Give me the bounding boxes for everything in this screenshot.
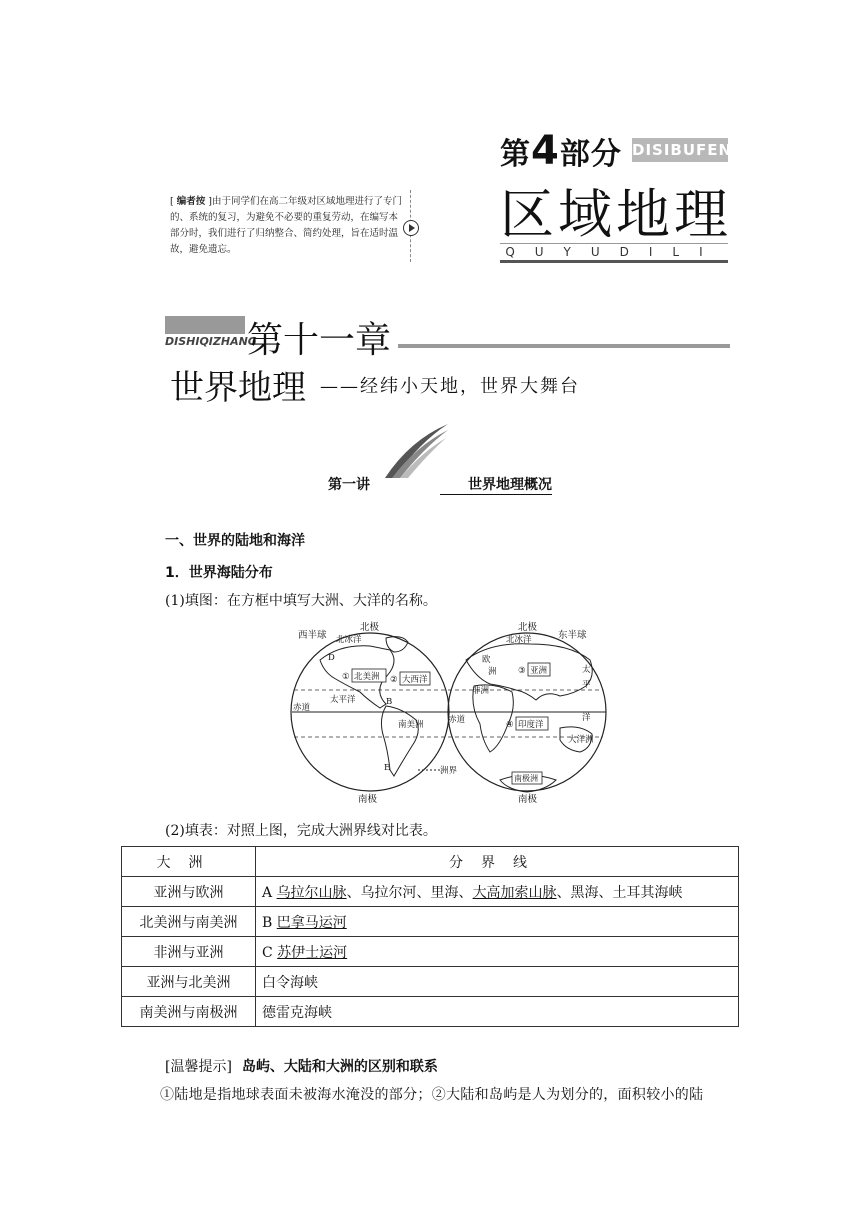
- boundary-label: 洲界: [440, 766, 458, 776]
- europe-label: 欧: [482, 655, 491, 665]
- table-row: [122, 907, 739, 937]
- label-n4: ④: [506, 720, 514, 730]
- world-map: [290, 620, 620, 810]
- chapter-tagline: ——经纬小天地，世界大舞台: [320, 376, 580, 397]
- boundary-text: 白令海峡: [262, 974, 318, 991]
- arctic-ocean-label-west: 北冰洋: [336, 635, 362, 645]
- north-pole-label-west: 北极: [360, 622, 380, 633]
- continents-cell: 亚洲与北美洲: [122, 967, 256, 997]
- part-title: 区域地理: [500, 183, 732, 246]
- chapter-rule: [398, 344, 730, 348]
- chapter-subtitle: 世界地理: [170, 368, 306, 408]
- equator-label-east: 赤道: [448, 715, 466, 725]
- table-header-row: [122, 847, 739, 877]
- chapter-title: 第十一章: [247, 320, 392, 361]
- continents-cell: 亚洲与欧洲: [122, 877, 256, 907]
- boundary-letter: A: [262, 884, 277, 901]
- chapter-bar: [165, 316, 245, 334]
- continents-cell: 非洲与亚洲: [122, 937, 256, 967]
- west-hemisphere-label: 西半球: [298, 630, 327, 641]
- continents-cell: 南美洲与南极洲: [122, 997, 256, 1027]
- table-row: [122, 877, 739, 907]
- boundary-letter: B: [262, 914, 277, 931]
- swoosh-icon: [380, 420, 450, 482]
- play-icon: [403, 220, 419, 236]
- boundary-letter: C: [262, 944, 278, 961]
- section-heading: 一、世界的陆地和海洋: [165, 533, 305, 549]
- pacific-label: 太平洋: [330, 695, 356, 705]
- pacific-label-east-1: 太: [582, 665, 591, 675]
- continent-boundary-table: [121, 846, 739, 1027]
- fill-map-instruction: (1)填图：在方框中填写大洲、大洋的名称。: [165, 593, 437, 609]
- table-header-continents: 大洲: [122, 847, 256, 877]
- label-e: E: [384, 763, 391, 773]
- north-pole-label-east: 北极: [518, 622, 538, 633]
- boundary-text: 德雷克海峡: [262, 1004, 332, 1021]
- table-row: [122, 967, 739, 997]
- north-america-label: 北美洲: [354, 672, 380, 682]
- south-america-label: 南美洲: [398, 720, 424, 730]
- chapter-en: DISHIQIZHANG: [165, 335, 257, 348]
- boundary-cell: [256, 877, 739, 907]
- arctic-ocean-label-east: 北冰洋: [506, 635, 532, 645]
- boundary-text: 、乌拉尔河、里海、: [346, 884, 473, 901]
- fill-table-instruction: (2)填表：对照上图，完成大洲界线对比表。: [165, 823, 437, 839]
- lecture-title: 世界地理概况: [440, 474, 552, 495]
- pacific-label-east-2: 平: [582, 680, 591, 690]
- label-n2: ②: [390, 675, 398, 685]
- tip-title: 岛屿、大陆和大洲的区别和联系: [241, 1059, 438, 1075]
- table-row: [122, 997, 739, 1027]
- south-pole-label-east: 南极: [518, 794, 538, 805]
- boundary-text: 巴拿马运河: [276, 914, 347, 931]
- table-row: [122, 937, 739, 967]
- pacific-label-east-3: 洋: [582, 713, 591, 723]
- boundary-text: 苏伊士运河: [277, 944, 348, 961]
- label-n3: ③: [518, 666, 526, 676]
- part-label-en: DISIBUFEN: [632, 138, 728, 162]
- boundary-text: 乌拉尔山脉: [276, 884, 347, 901]
- east-hemisphere-label: 东半球: [558, 630, 587, 641]
- boundary-text: 大高加索山脉: [472, 884, 557, 901]
- table-header-boundary: 分界线: [256, 847, 739, 877]
- boundary-cell: [256, 907, 739, 937]
- part-title-en: QUYUDILI: [500, 243, 728, 263]
- oceania-label: 大洋洲: [568, 735, 594, 745]
- indian-ocean-label: 印度洋: [518, 720, 544, 730]
- boundary-cell: [256, 937, 739, 967]
- tip-body: ①陆地是指地球表面未被海水淹没的部分；②大陆和岛屿是人为划分的，面积较小的陆: [160, 1087, 704, 1103]
- tip-label: [温馨提示]: [165, 1059, 232, 1075]
- europe-label-2: 洲: [488, 667, 497, 677]
- antarctica-label: 南极洲: [514, 774, 538, 783]
- equator-label-west: 赤道: [293, 703, 311, 713]
- editor-note: [ 编者按 ]由于同学们在高二年级对区域地理进行了专门的、系统的复习，为避免不必要的重复劳动，在编写本部分时，我们进行了归纳整合、简约处理，旨在适时温故，避免遗忘。: [170, 196, 402, 255]
- tip-heading: [165, 1056, 438, 1076]
- editor-note-text: 由于同学们在高二年级对区域地理进行了专门的、系统的复习，为避免不必要的重复劳动，在编写本部分时，我们进行了归纳整合、简约处理，旨在适时温故，避免遗忘。: [170, 196, 402, 255]
- africa-label: 非洲: [472, 686, 490, 696]
- boundary-cell: [256, 967, 739, 997]
- part-label: 第4部分: [500, 128, 622, 174]
- label-b: B: [386, 697, 393, 707]
- boundary-cell: [256, 997, 739, 1027]
- editor-note-label: 编者按: [176, 196, 206, 207]
- sub-heading: 1．世界海陆分布: [165, 565, 273, 581]
- lecture-number: 第一讲: [328, 477, 370, 493]
- atlantic-label: 大西洋: [402, 675, 428, 685]
- boundary-text: 、黑海、土耳其海峡: [556, 884, 683, 901]
- label-d: D: [328, 653, 335, 663]
- south-pole-label-west: 南极: [358, 794, 378, 805]
- label-n1: ①: [342, 672, 350, 682]
- continents-cell: 北美洲与南美洲: [122, 907, 256, 937]
- asia-label: 亚洲: [530, 666, 548, 676]
